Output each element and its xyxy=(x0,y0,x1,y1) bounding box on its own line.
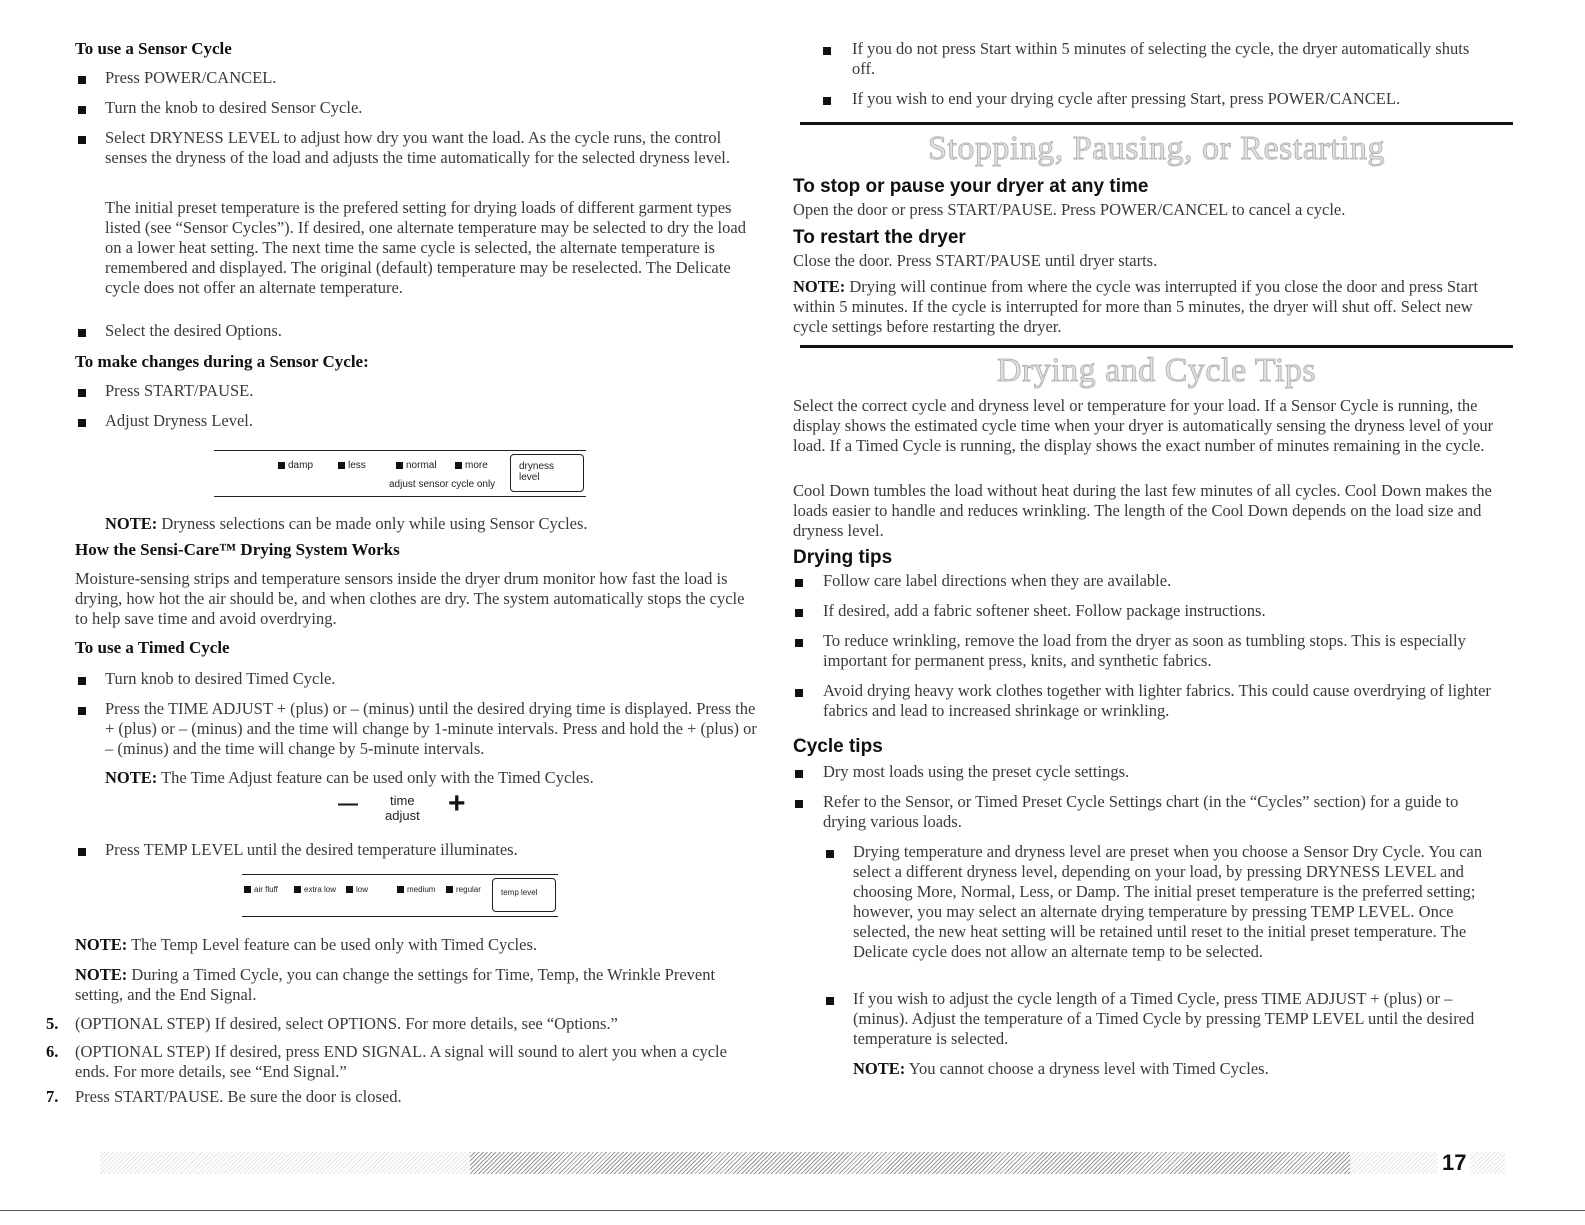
page-bottom-rule xyxy=(0,1210,1585,1211)
panel-bottom-line xyxy=(214,496,586,497)
tips-paragraph-1: Select the correct cycle and dryness level or temperature for your load. If a Sensor Cycle is running, the display shows the estimated cycle time when your dryer is automatically sensing the dryness level of your load. If a Timed Cycle is running, the display shows the exact number of minutes remaining in the cycle. xyxy=(793,396,1494,455)
sensicare-paragraph: Moisture-sensing strips and temperature sensors inside the dryer drum monitor how fast the load is drying, how hot the air should be, and when clothes are dry. The system automatically stops the cycle to help save time and avoid overdrying. xyxy=(75,569,745,628)
bullet-icon xyxy=(78,106,86,114)
note-text: The Time Adjust feature can be used only with the Timed Cycles. xyxy=(157,768,594,787)
panel-bottom-line xyxy=(242,916,558,917)
footer-pattern-band xyxy=(1350,1152,1505,1174)
bullet-icon xyxy=(78,419,86,427)
panel-top-line xyxy=(242,874,558,875)
drying-tip-softener: If desired, add a fabric softener sheet. Follow package instructions. xyxy=(823,601,1266,620)
bullet-icon xyxy=(78,136,86,144)
note-temp-level xyxy=(75,935,755,955)
step-number: 7. xyxy=(46,1087,59,1106)
cycle-tip-preset: Dry most loads using the preset cycle settings. xyxy=(823,762,1130,781)
dryness-option-less: less xyxy=(338,460,366,471)
time-adjust-control xyxy=(338,787,478,833)
sensor-temperature-paragraph: The initial preset temperature is the prefered setting for drying loads of different garment types listed (see “Sensor Cycles”). If desired, one alternate temperature may be selected to dry the load on a lower heat setting. The next time the same cycle is selected, the alternate temperature is remembered and displayed. The original (default) temperature may be reselected. The Delicate cycle does not offer an alternate temperature. xyxy=(105,198,746,297)
sub-tip-timed-cycle: If you wish to adjust the cycle length of a Timed Cycle, press TIME ADJUST + (plus) or – (minus). Adjust the temperature of a Timed Cycle by pressing TEMP LEVEL until the desired temperature is selected. xyxy=(853,989,1475,1048)
tips-section-title: Drying and Cycle Tips xyxy=(996,352,1317,389)
drying-tip-care-label: Follow care label directions when they are available. xyxy=(823,571,1172,590)
bullet-icon xyxy=(795,639,803,647)
stop-pause-text: Open the door or press START/PAUSE. Press POWER/CANCEL to cancel a cycle. xyxy=(793,200,1346,219)
bullet-icon xyxy=(826,850,834,858)
note-text: Dryness selections can be made only while using Sensor Cycles. xyxy=(157,514,588,533)
sensor-step-dryness: Select DRYNESS LEVEL to adjust how dry you want the load. As the cycle runs, the control senses the dryness of the load and adjusts the time automatically for the selected dryness level. xyxy=(105,128,730,167)
auto-shutoff-note: If you do not press Start within 5 minutes of selecting the cycle, the dryer automatically shuts off. xyxy=(852,39,1470,78)
note-label: NOTE: xyxy=(793,277,846,296)
changes-heading: To make changes during a Sensor Cycle: xyxy=(75,352,369,371)
sub-tip-sensor-dry: Drying temperature and dryness level are preset when you choose a Sensor Dry Cycle. You can select a different dryness level, depending on your load, by pressing DRYNESS LEVEL and choosing More, Normal, Less, or Damp. The initial preset temperature is the preferred setting; however, you may select an alternate drying temperature by pressing TEMP LEVEL. Once selected, the new heat setting will be retained until reset to the initial preset temperature. The Delicate cycle does not allow an alternate temp to be selected. xyxy=(853,842,1483,961)
restart-note xyxy=(793,277,1505,337)
note-label: NOTE: xyxy=(105,768,158,787)
note-text: Drying will continue from where the cycle was interrupted if you close the door and press Start within 5 minutes. If the cycle is interrupted for more than 5 minutes, the dryer will shut off. Select new cycle settings before restarting the dryer. xyxy=(793,277,1479,336)
timed-step-knob: Turn knob to desired Timed Cycle. xyxy=(105,669,336,688)
bullet-icon xyxy=(823,47,831,55)
bullet-icon xyxy=(78,677,86,685)
step-number: 5. xyxy=(46,1014,59,1033)
stopping-section-title: Stopping, Pausing, or Restarting xyxy=(927,130,1386,167)
bullet-icon xyxy=(823,97,831,105)
drying-tips-heading: Drying tips xyxy=(793,547,893,568)
note-text: The Temp Level feature can be used only with Timed Cycles. xyxy=(127,935,537,954)
section-rule xyxy=(800,122,1513,125)
bullet-icon xyxy=(78,76,86,84)
timed-cycle-heading: To use a Timed Cycle xyxy=(75,638,230,657)
changes-step-pause: Press START/PAUSE. xyxy=(105,381,254,400)
drying-tip-heavy-clothes: Avoid drying heavy work clothes together with lighter fabrics. This could cause overdrying of lighter fabrics and lead to increased shrinkage or wrinkling. xyxy=(823,681,1491,720)
stop-pause-heading: To stop or pause your dryer at any time xyxy=(793,176,1149,197)
temp-option-low: low xyxy=(346,885,368,894)
cycle-tip-chart: Refer to the Sensor, or Timed Preset Cycle Settings chart (in the “Cycles” section) for a guide to drying various loads. xyxy=(823,792,1459,831)
timed-step-adjust: Press the TIME ADJUST + (plus) or – (minus) until the desired drying time is displayed. Press the + (plus) or – (minus) and the time will change by 1-minute intervals. Press and hold the + (plus) or – (minus) and the time will change by 5-minute intervals. xyxy=(105,699,757,758)
dryness-option-more: more xyxy=(455,460,488,471)
note-timed-changes xyxy=(75,965,755,1005)
time-adjust-label-2: adjust xyxy=(385,808,420,823)
sensor-cycle-heading: To use a Sensor Cycle xyxy=(75,39,232,58)
sensicare-heading: How the Sensi-Care™ Drying System Works xyxy=(75,540,400,559)
bullet-icon xyxy=(78,848,86,856)
temp-level-button xyxy=(492,878,556,912)
temp-level-step: Press TEMP LEVEL until the desired temperature illuminates. xyxy=(105,840,518,859)
dryness-caption: adjust sensor cycle only xyxy=(389,479,496,490)
note-text: During a Timed Cycle, you can change the settings for Time, Temp, the Wrinkle Prevent setting, and the End Signal. xyxy=(75,965,716,1004)
note-timed-dryness xyxy=(853,1059,1503,1079)
bullet-icon xyxy=(826,997,834,1005)
restart-text: Close the door. Press START/PAUSE until dryer starts. xyxy=(793,251,1158,270)
drying-tip-wrinkling: To reduce wrinkling, remove the load from the dryer as soon as tumbling stops. This is especially important for permanent press, knits, and synthetic fabrics. xyxy=(823,631,1466,670)
bullet-icon xyxy=(795,800,803,808)
dryness-level-label: dryness level xyxy=(519,461,555,483)
note-time-adjust xyxy=(105,768,755,788)
page-number: 17 xyxy=(1438,1150,1470,1176)
bullet-icon xyxy=(78,329,86,337)
dryness-option-normal: normal xyxy=(396,460,437,471)
bullet-icon xyxy=(78,707,86,715)
end-cycle-note: If you wish to end your drying cycle after pressing Start, press POWER/CANCEL. xyxy=(852,89,1401,108)
note-label: NOTE: xyxy=(853,1059,906,1078)
note-dryness xyxy=(105,514,755,534)
sensor-step-knob: Turn the knob to desired Sensor Cycle. xyxy=(105,98,363,117)
bullet-icon xyxy=(795,689,803,697)
section-rule xyxy=(800,345,1513,348)
step-options: (OPTIONAL STEP) If desired, select OPTIONS. For more details, see “Options.” xyxy=(75,1014,618,1033)
note-text: You cannot choose a dryness level with Timed Cycles. xyxy=(905,1059,1269,1078)
note-label: NOTE: xyxy=(105,514,158,533)
footer-pattern-band xyxy=(470,1152,1350,1174)
temp-option-air-fluff: air fluff xyxy=(244,885,278,894)
step-start: Press START/PAUSE. Be sure the door is closed. xyxy=(75,1087,402,1106)
sensor-step-options: Select the desired Options. xyxy=(105,321,282,340)
footer-pattern-band xyxy=(100,1152,470,1174)
dryness-level-button xyxy=(510,454,584,492)
temp-level-panel xyxy=(242,872,558,920)
dryness-level-panel xyxy=(214,448,586,500)
step-number: 6. xyxy=(46,1042,59,1061)
temp-option-extra-low: extra low xyxy=(294,885,336,894)
note-label: NOTE: xyxy=(75,965,128,984)
sensor-step-power: Press POWER/CANCEL. xyxy=(105,68,277,87)
bullet-icon xyxy=(795,579,803,587)
bullet-icon xyxy=(795,609,803,617)
note-label: NOTE: xyxy=(75,935,128,954)
step-end-signal: (OPTIONAL STEP) If desired, press END SIGNAL. A signal will sound to alert you when a cycle ends. For more details, see “End Signal.” xyxy=(75,1042,727,1081)
temp-level-label: temp level xyxy=(501,888,538,897)
minus-icon: — xyxy=(338,793,358,815)
changes-step-dryness: Adjust Dryness Level. xyxy=(105,411,254,430)
panel-top-line xyxy=(214,450,586,451)
plus-icon: + xyxy=(448,787,466,820)
bullet-icon xyxy=(78,389,86,397)
restart-heading: To restart the dryer xyxy=(793,227,966,248)
dryness-option-damp: damp xyxy=(278,460,313,471)
bullet-icon xyxy=(795,770,803,778)
temp-option-medium: medium xyxy=(397,885,435,894)
cycle-tips-heading: Cycle tips xyxy=(793,736,883,757)
temp-option-regular: regular xyxy=(446,885,481,894)
tips-paragraph-2: Cool Down tumbles the load without heat during the last few minutes of all cycles. Cool Down makes the loads easier to handle and reduces wrinkling. The length of the Cool Down depends on the load size and dryness level. xyxy=(793,481,1492,540)
time-adjust-label-1: time xyxy=(390,793,415,808)
